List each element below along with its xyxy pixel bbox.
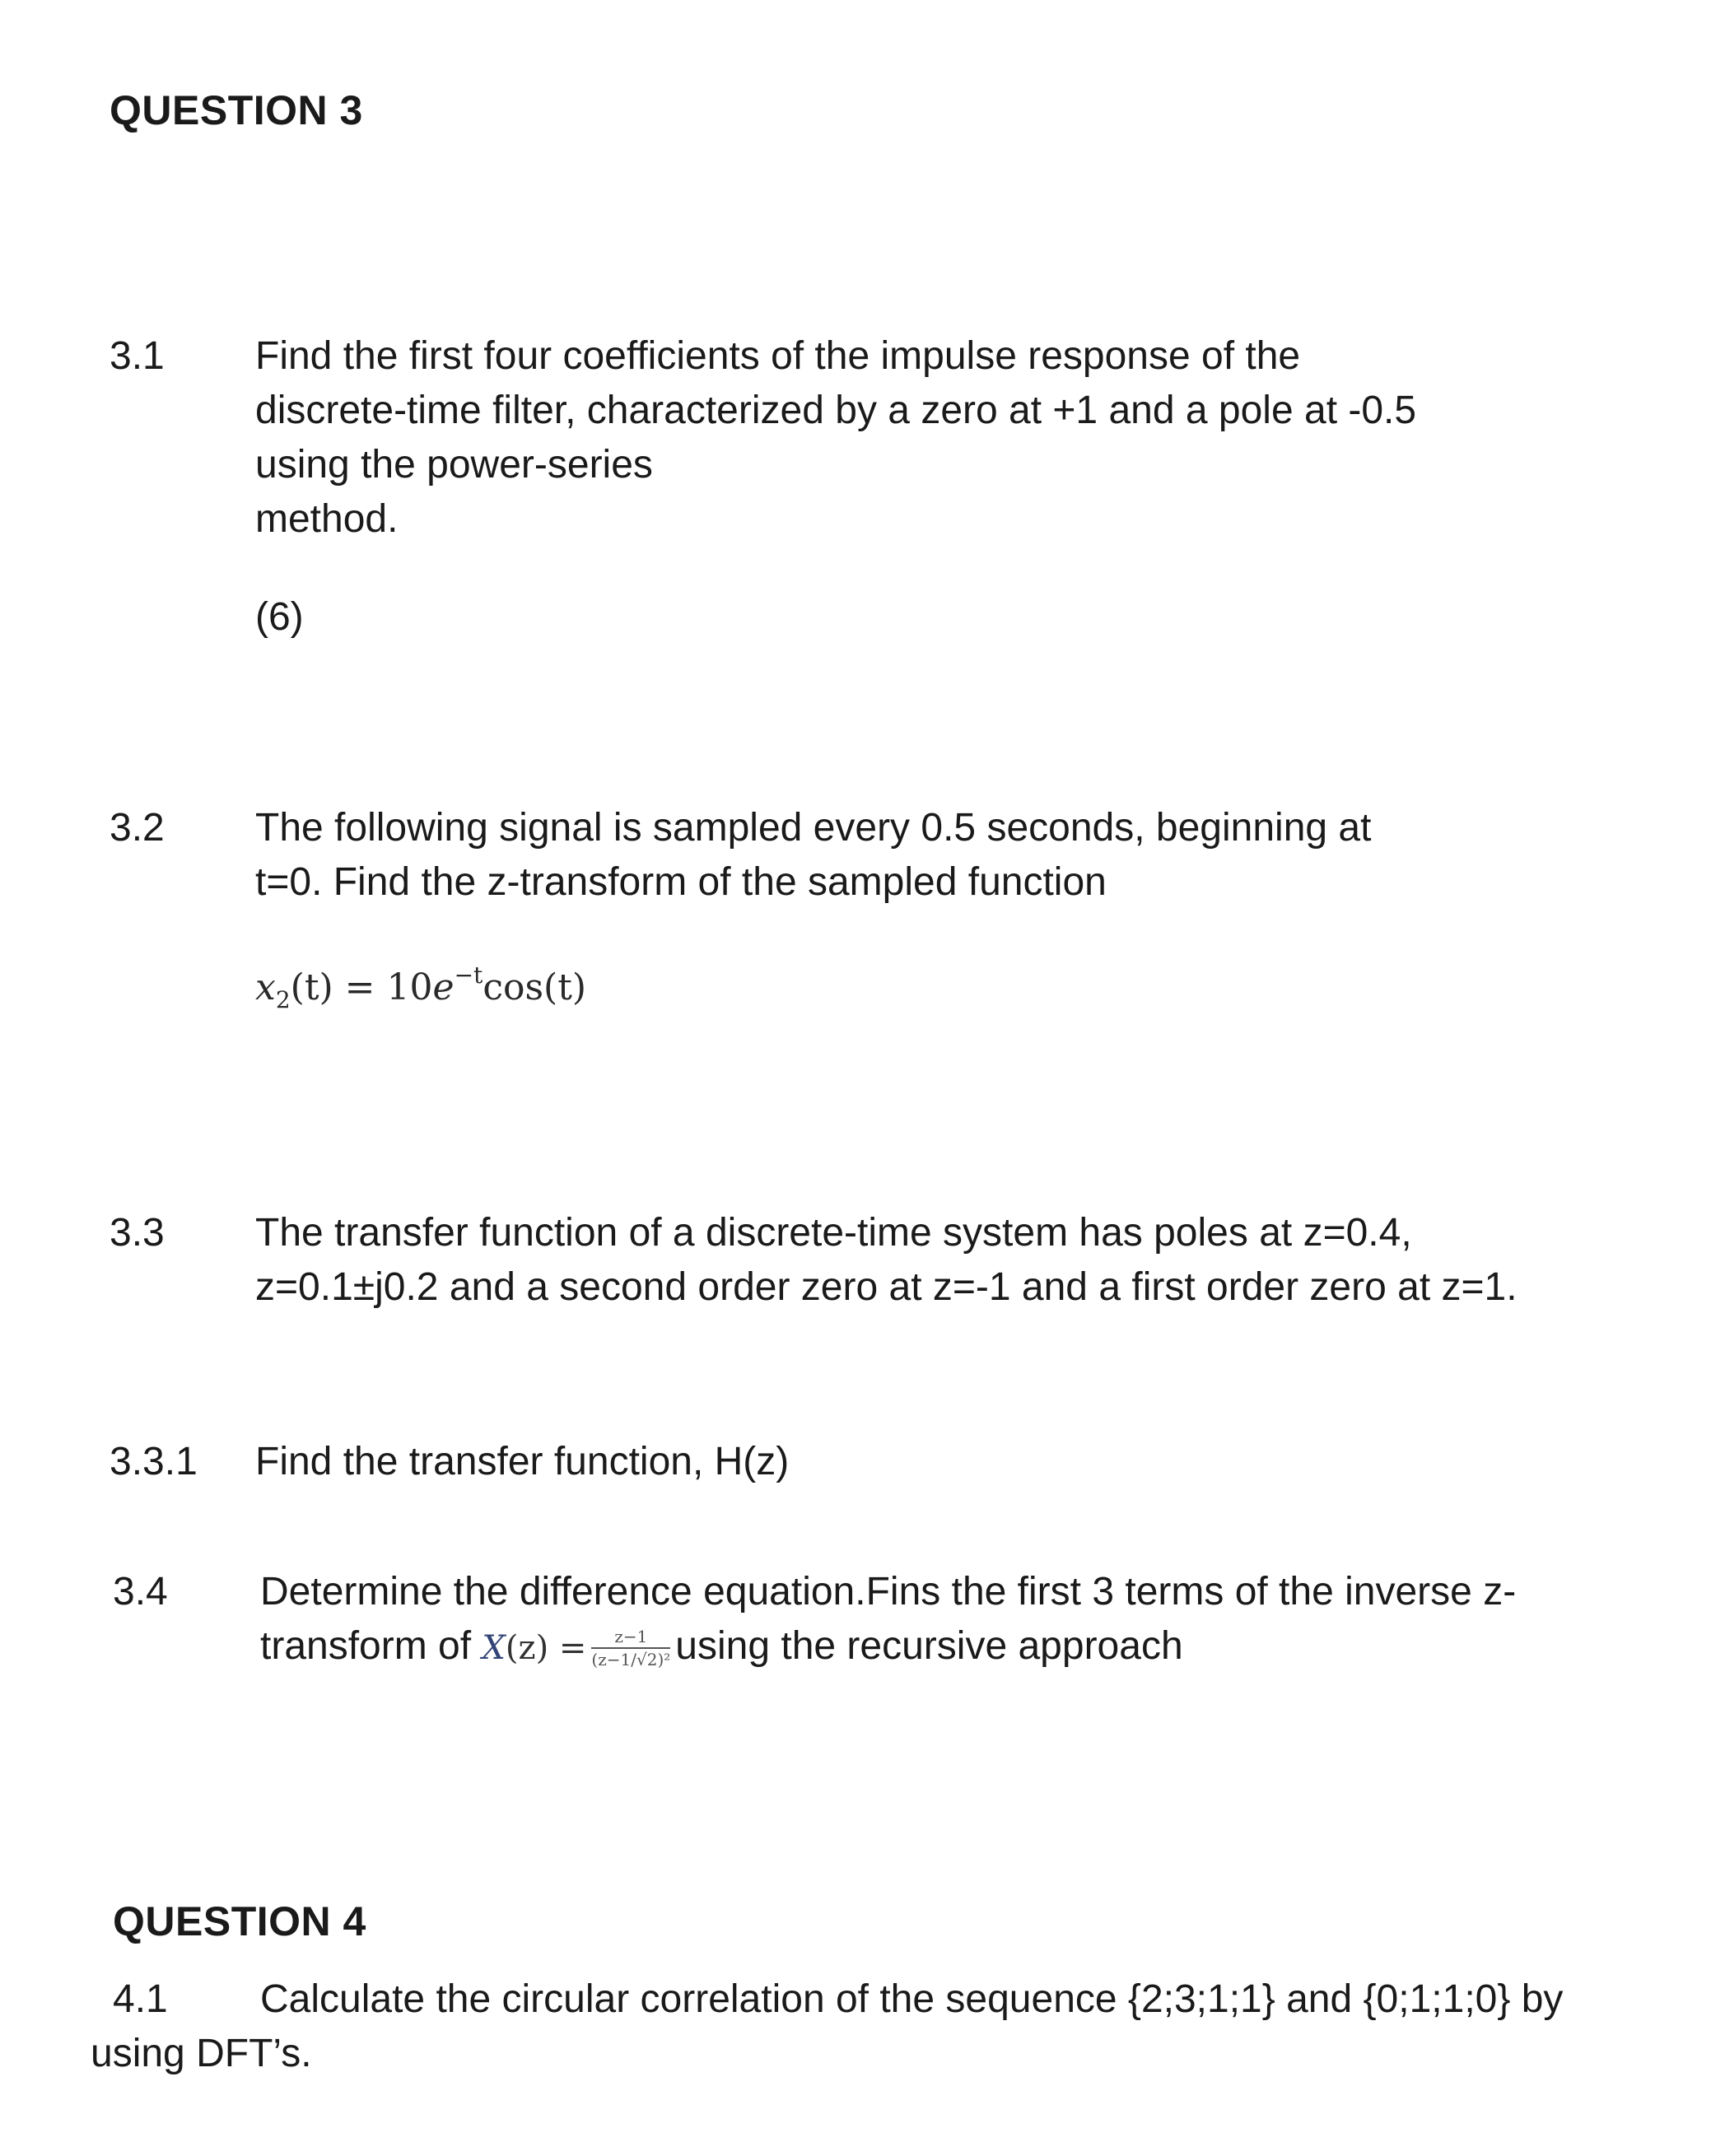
math-arg: (z) = <box>505 1629 587 1667</box>
question-3-3-1-text: Find the transfer function, H(z) <box>255 1440 790 1483</box>
eq-coef: 10 <box>386 966 433 1008</box>
question-4-heading: QUESTION 4 <box>113 1898 366 1944</box>
question-3-4-line-2-suffix: using the recursive approach <box>675 1624 1183 1668</box>
fraction-denominator: (z−1/√2)² <box>591 1650 671 1670</box>
question-3-3-number: 3.3 <box>110 1211 165 1255</box>
question-3-1-number: 3.1 <box>110 334 165 378</box>
question-3-4-math <box>482 1629 586 1667</box>
question-3-1-marks: (6) <box>255 595 304 639</box>
question-4-1-line-2: using DFT’s. <box>91 2032 312 2075</box>
question-3-3-line: z=0.1±j0.2 and a second order zero at z=-1 and a first order zero at z=1. <box>255 1265 1518 1309</box>
question-3-4-line-1: Determine the difference equation.Fins the first 3 terms of the inverse z- <box>260 1570 1517 1614</box>
question-3-1-line: using the power-series <box>255 443 653 487</box>
eq-func: cos <box>483 966 544 1008</box>
question-4-1-number: 4.1 <box>113 1977 168 2021</box>
question-3-1-text <box>255 329 1416 547</box>
question-3-heading: QUESTION 3 <box>110 87 363 133</box>
math-var-x: X <box>482 1629 506 1667</box>
question-3-3-text <box>255 1206 1518 1315</box>
question-3-2-text <box>255 801 1371 910</box>
eq-func-arg: (t) <box>543 966 587 1008</box>
question-4-1-line-1: Calculate the circular correlation of the sequence {2;3;1;1} and {0;1;1;0} by <box>260 1977 1564 2021</box>
question-3-1-line: discrete-time filter, characterized by a zero at +1 and a pole at -0.5 <box>255 389 1417 432</box>
question-3-2-number: 3.2 <box>110 806 165 850</box>
eq-equals: = <box>344 966 375 1008</box>
question-3-3-1-number: 3.3.1 <box>110 1440 198 1483</box>
question-3-4-line-2 <box>260 1619 1183 1675</box>
eq-lhs-sub: 2 <box>275 986 291 1013</box>
question-3-1-line: Find the first four coefficients of the impulse response of the <box>255 334 1301 378</box>
fraction-numerator: z−1 <box>591 1627 670 1649</box>
question-3-2-line: The following signal is sampled every 0.5 seconds, beginning at <box>255 806 1372 850</box>
question-3-1-line: method. <box>255 497 399 541</box>
question-3-2-equation <box>255 962 586 1013</box>
question-3-2-line: t=0. Find the z-transform of the sampled function <box>255 860 1107 904</box>
question-3-3-line: The transfer function of a discrete-time system has poles at z=0.4, <box>255 1211 1412 1255</box>
eq-base: e <box>432 966 455 1008</box>
eq-lhs-var: x <box>255 966 276 1008</box>
eq-lhs-arg: (t) <box>290 966 333 1008</box>
question-3-4-line-2-prefix: transform of <box>260 1624 472 1668</box>
question-3-4-number: 3.4 <box>113 1570 168 1614</box>
question-3-4-fraction <box>591 1627 670 1669</box>
eq-exp: −t <box>454 962 483 989</box>
